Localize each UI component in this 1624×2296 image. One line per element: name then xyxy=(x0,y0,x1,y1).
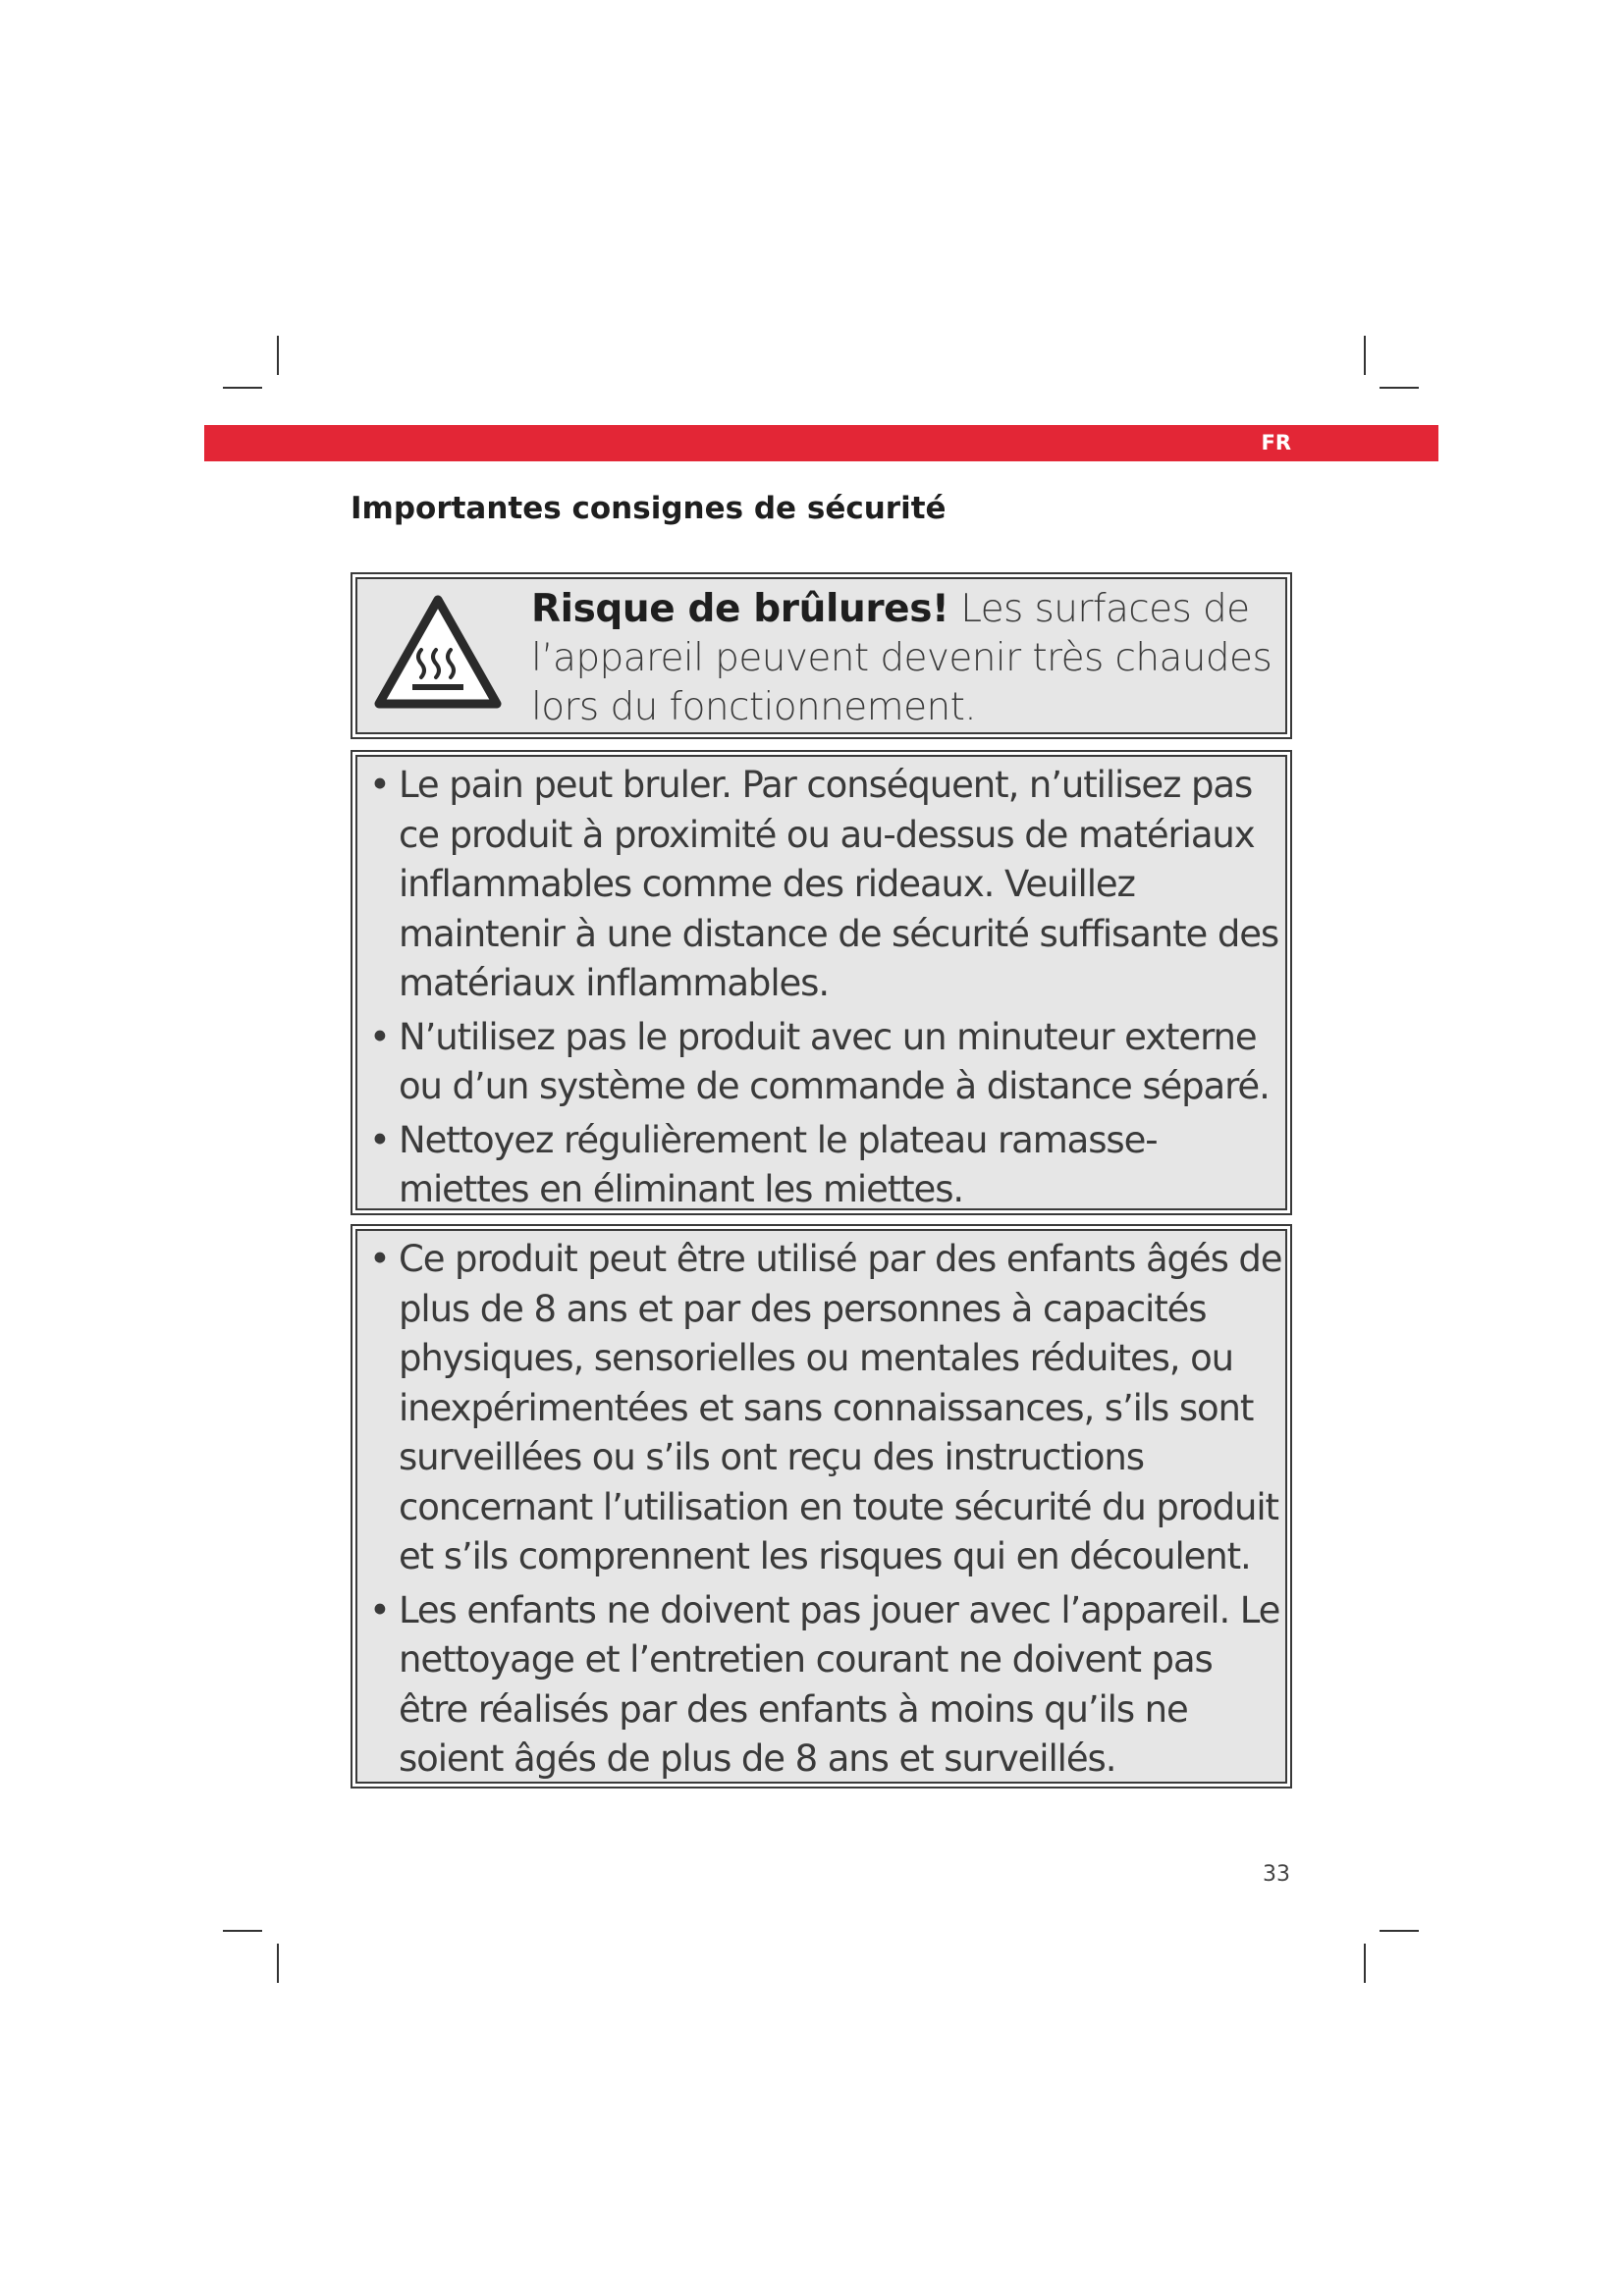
crop-mark-top-right-h xyxy=(1380,387,1419,389)
fire-safety-panel xyxy=(355,755,1287,1210)
hot-surface-warning-icon xyxy=(373,594,503,712)
list-item xyxy=(369,1116,1282,1215)
child-safety-panel xyxy=(355,1229,1287,1784)
crop-mark-top-right-v xyxy=(1364,336,1366,375)
burn-warning-box xyxy=(351,572,1292,739)
crop-mark-bottom-right-v xyxy=(1364,1944,1366,1983)
list-item-text: Le pain peut bruler. Par conséquent, n’utilisez pas ce produit à proximité ou au-dessus de matériaux inflammables comme des rideaux. Veuillez maintenir à une distance de sécurité suffisante des matériaux inflammables. xyxy=(399,764,1279,1004)
fire-safety-box xyxy=(351,750,1292,1215)
list-item xyxy=(369,1235,1282,1582)
list-item-text: Les enfants ne doivent pas jouer avec l’appareil. Le nettoyage et l’entretien courant ne doivent pas être réalisés par des enfants à moins qu’ils ne soient âgés de plus de 8 ans et surveillés. xyxy=(399,1588,1280,1780)
child-safety-box xyxy=(351,1224,1292,1789)
section-title: Importantes consignes de sécurité xyxy=(351,491,947,526)
bullet-icon: • xyxy=(369,1238,390,1280)
language-bar xyxy=(204,425,1438,461)
language-code: FR xyxy=(1261,431,1291,454)
bullet-icon: • xyxy=(369,764,390,806)
burn-warning-panel xyxy=(355,577,1287,734)
list-item-text: Nettoyez régulièrement le plateau ramasse-miettes en éliminant les miettes. xyxy=(399,1118,1158,1210)
child-safety-list xyxy=(369,1235,1282,1789)
list-item xyxy=(369,1586,1282,1785)
crop-mark-bottom-right-h xyxy=(1380,1930,1419,1932)
crop-mark-bottom-left-h xyxy=(223,1930,262,1932)
bullet-icon: • xyxy=(369,1118,390,1161)
list-item xyxy=(369,1013,1282,1112)
crop-mark-bottom-left-v xyxy=(277,1944,279,1983)
burn-warning-title: Risque de brûlures! xyxy=(531,587,949,631)
crop-mark-top-left-v xyxy=(277,336,279,375)
list-item-text: N’utilisez pas le produit avec un minuteur externe ou d’un système de commande à distance séparé. xyxy=(399,1015,1270,1107)
fire-safety-list xyxy=(369,761,1282,1219)
crop-mark-top-left-h xyxy=(223,387,262,389)
list-item-text: Ce produit peut être utilisé par des enfants âgés de plus de 8 ans et par des personnes à capacités physiques, sensorielles ou mentales réduites, ou inexpérimentées et sans connaissances, s’ils sont surveillées ou s’ils ont reçu des instructions concernant l’utilisation en toute sécurité du produit et s’ils comprennent les risques qui en découlent. xyxy=(399,1238,1282,1577)
list-item xyxy=(369,761,1282,1009)
burn-warning-text xyxy=(531,585,1277,732)
page-number: 33 xyxy=(1263,1862,1290,1887)
bullet-icon: • xyxy=(369,1588,390,1631)
burn-warning-body: Les surfaces de l’appareil peuvent devenir très chaudes lors du fonctionnement. xyxy=(531,587,1272,729)
bullet-icon: • xyxy=(369,1015,390,1058)
